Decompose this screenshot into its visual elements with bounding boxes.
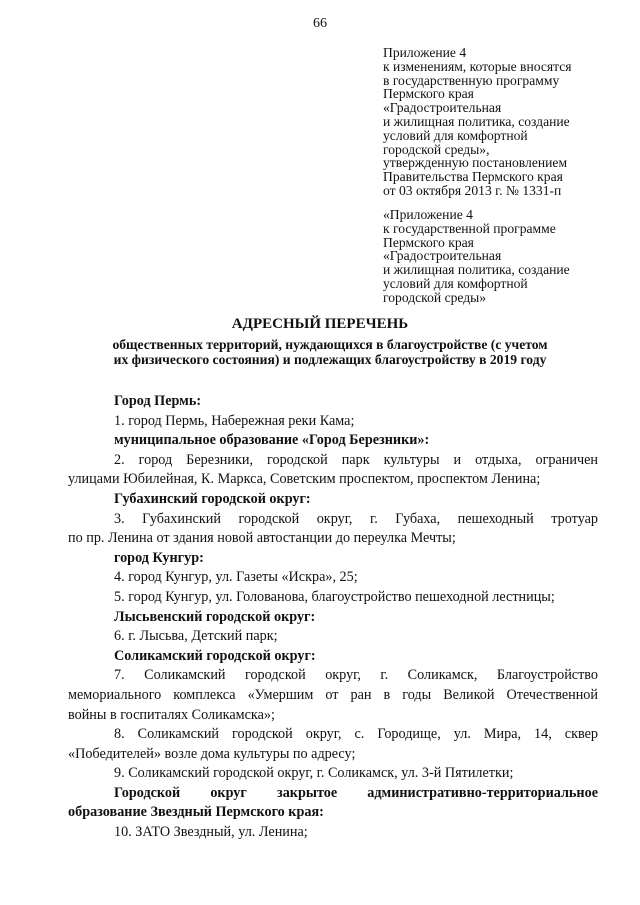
amendment-appendix-note: [383, 46, 633, 198]
appendix-note-line: «Приложение 4: [383, 207, 473, 222]
appendix-note-line: «Градостроительная: [383, 248, 502, 264]
subtitle-line: общественных территорий, нуждающихся в благоустройстве (с учетом: [112, 337, 548, 352]
address-item: 3. Губахинский городской округ, г. Губаха, пешеходный тротуар: [114, 510, 598, 527]
subtitle-line: их физического состояния) и подлежащих благоустройству в 2019 году: [113, 351, 547, 367]
appendix-note-line: «Градостроительная: [383, 100, 502, 116]
municipality-heading: Губахинский городской округ:: [114, 490, 311, 507]
appendix-note-line: и жилищная политика, создание: [383, 262, 570, 278]
address-item: 4. город Кунгур, ул. Газеты «Искра», 25;: [114, 569, 358, 586]
address-item: 1. город Пермь, Набережная реки Кама;: [114, 412, 355, 429]
appendix-note-line: к изменениям, которые вносятся: [383, 58, 572, 74]
original-appendix-note: [383, 208, 633, 305]
municipality-heading: Город Пермь:: [114, 393, 202, 409]
address-list: [68, 392, 598, 843]
appendix-note-line: Пермского края: [383, 234, 474, 250]
address-item: 9. Соликамский городской округ, г. Соликамск, ул. 3-й Пятилетки;: [114, 765, 514, 782]
appendix-note-line: условий для комфортной: [383, 127, 528, 143]
address-item-continuation: улицами Юбилейная, К. Маркса, Советским проспектом, проспектом Ленина;: [68, 471, 541, 488]
municipality-heading: город Кунгур:: [114, 549, 204, 566]
address-item: 6. г. Лысьва, Детский парк;: [114, 628, 278, 645]
appendix-note-line: от 03 октября 2013 г. № 1331-п: [383, 182, 562, 198]
page-number: 66: [313, 16, 327, 31]
municipality-heading: Соликамский городской округ:: [114, 647, 316, 664]
address-item-continuation: войны в госпиталях Соликамска»;: [68, 706, 275, 723]
appendix-note-line: условий для комфортной: [383, 275, 528, 291]
address-item: 5. город Кунгур, ул. Голованова, благоустройство пешеходной лестницы;: [114, 588, 555, 605]
appendix-note-line: и жилищная политика, создание: [383, 113, 570, 129]
municipality-heading: образование Звездный Пермского края:: [68, 804, 324, 821]
address-item: 7. Соликамский городской округ, г. Соликамск, Благоустройство: [114, 667, 598, 684]
appendix-note-line: утвержденную постановлением: [383, 155, 568, 171]
appendix-note-line: Правительства Пермского края: [383, 169, 563, 185]
address-item-continuation: мемориального комплекса «Умершим от ран в годы Великой Отечественной: [68, 686, 598, 703]
document-title: АДРЕСНЫЙ ПЕРЕЧЕНЬ: [231, 316, 409, 332]
appendix-note-line: городской среды»,: [383, 141, 490, 157]
appendix-note-line: Приложение 4: [383, 45, 467, 60]
municipality-heading: Городской округ закрытое административно-территориальное: [114, 784, 598, 801]
municipality-heading: муниципальное образование «Город Березники»:: [114, 432, 430, 449]
address-item: 2. город Березники, городской парк культуры и отдыха, ограничен: [114, 451, 598, 468]
appendix-note-line: к государственной программе: [383, 220, 556, 236]
appendix-note-line: в государственную программу: [383, 72, 560, 88]
address-item: 10. ЗАТО Звездный, ул. Ленина;: [114, 824, 308, 841]
appendix-note-line: городской среды»: [383, 289, 487, 305]
address-item: 8. Соликамский городской округ, с. Городище, ул. Мира, 14, сквер: [114, 726, 598, 743]
address-item-continuation: по пр. Ленина от здания новой автостанции до переулка Мечты;: [68, 530, 456, 547]
municipality-heading: Лысьвенский городской округ:: [114, 608, 316, 625]
document-subtitle: [60, 338, 600, 367]
appendix-note-line: Пермского края: [383, 86, 474, 102]
address-item-continuation: «Победителей» возле дома культуры по адресу;: [68, 745, 356, 762]
